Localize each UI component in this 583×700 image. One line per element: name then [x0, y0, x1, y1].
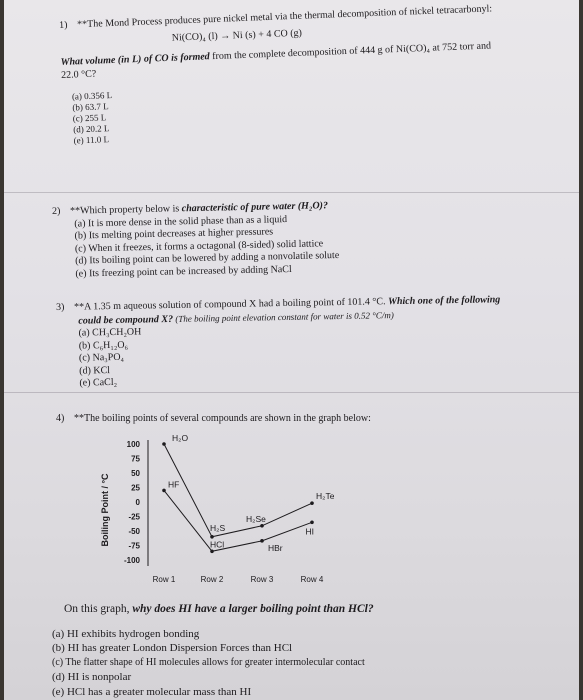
data-point [210, 535, 214, 539]
y-tick-label: -50 [128, 527, 140, 536]
data-label: H₂Te [316, 491, 334, 502]
data-label: HF [168, 479, 180, 490]
data-label: H₂Se [246, 513, 266, 524]
question-emphasis: could be compound X? [78, 313, 174, 327]
data-label: HCl [210, 539, 225, 550]
data-label: HBr [268, 542, 283, 553]
question-stem: **Which property below is [69, 203, 182, 217]
question-3 [56, 294, 502, 390]
data-point [162, 489, 166, 493]
y-tick-labels [124, 440, 141, 565]
answer-option[interactable]: (c) 255 L [72, 112, 107, 124]
answer-options [56, 320, 501, 390]
answer-option[interactable]: (c) The flatter shape of HI molecules allows for greater intermolecular contact [52, 656, 365, 668]
question-text: 22.0 °C? [60, 68, 97, 81]
question-emphasis: Which one of the following [387, 294, 501, 308]
x-tick-label: Row 3 [250, 575, 274, 584]
question-4 [56, 413, 371, 426]
answer-option[interactable]: (b) 63.7 L [72, 101, 109, 113]
x-tick-label: Row 1 [152, 575, 176, 584]
series-line [164, 444, 312, 537]
answer-option[interactable]: (d) HI is nonpolar [52, 671, 132, 683]
question-note: (The boiling point elevation constant for water is 0.52 °C/m) [172, 309, 394, 324]
page-fold [4, 192, 579, 193]
data-point [310, 521, 314, 525]
y-tick-label: -100 [123, 556, 140, 565]
answer-option[interactable]: (d) KCl [79, 364, 111, 377]
answer-options [62, 75, 497, 147]
data-point [162, 442, 166, 446]
answer-option[interactable]: (e) 11.0 L [73, 134, 110, 146]
answer-option[interactable]: (c) Na₃PO₄ [78, 351, 125, 364]
question-text: from the complete decomposition of 444 g of Ni(CO)₄ at 752 torr and [209, 40, 492, 63]
page-fold [4, 392, 579, 393]
data-label: HI [305, 526, 314, 537]
question-emphasis: What volume (in L) of CO is formed [60, 51, 210, 68]
answer-option[interactable]: (a) 0.356 L [71, 90, 113, 102]
data-label: H₂O [172, 433, 189, 443]
question-stem: **A 1.35 m aqueous solution of compound X had a boiling point of 101.4 °C. [73, 296, 389, 313]
data-point [310, 501, 314, 505]
question-number: 4) [56, 413, 65, 424]
data-point [210, 550, 214, 554]
series-line [164, 490, 312, 551]
y-tick-label: 50 [131, 469, 140, 478]
question-number: 2) [52, 205, 61, 217]
y-tick-label: -75 [128, 541, 140, 551]
answer-option[interactable]: (e) Its freezing point can be increased by adding NaCl [75, 263, 292, 280]
answer-option[interactable]: (b) C₆H₁₂O₆ [78, 339, 129, 352]
answer-option[interactable]: (b) HI has greater London Dispersion Forces than HCl [52, 642, 293, 654]
answer-option[interactable]: (d) 20.2 L [73, 123, 110, 135]
answer-option[interactable]: (a) HI exhibits hydrogen bonding [52, 627, 200, 640]
x-tick-label: Row 2 [200, 575, 224, 584]
question-emphasis: characteristic of pure water (H₂O)? [181, 200, 329, 215]
chart-series [162, 433, 334, 553]
question-number: 3) [56, 301, 65, 313]
answer-option[interactable]: (a) It is more dense in the solid phase than as a liquid [74, 213, 288, 230]
y-tick-label: 100 [126, 440, 140, 449]
question-2 [52, 200, 340, 281]
question-4-answers [52, 602, 374, 699]
answer-option[interactable]: (a) CH₃CH₂OH [78, 326, 142, 339]
worksheet-page [4, 0, 579, 700]
answer-option[interactable]: (e) CaCl₂ [79, 376, 118, 389]
x-tick-labels [153, 575, 324, 584]
y-tick-label: -25 [128, 512, 140, 522]
answer-options [52, 213, 339, 281]
question-text: On this graph, [64, 603, 133, 615]
data-label: H₂S [210, 522, 226, 533]
chemical-equation: Ni(CO)₄ (l) → Ni (s) + 4 CO (g) [171, 27, 303, 44]
answer-options [52, 627, 374, 700]
answer-option[interactable]: (c) When it freezes, it forms a octagonal (8-sided) solid lattice [74, 237, 324, 255]
x-tick-label: Row 4 [300, 575, 324, 584]
answer-option[interactable]: (e) HCl has a greater molecular mass than HI [52, 685, 252, 698]
question-number: 1) [59, 19, 68, 31]
y-axis-label: Boiling Point / °C [100, 473, 110, 547]
question-stem: **The Mond Process produces pure nickel metal via the thermal decomposition of nickel tetracarbonyl: [76, 3, 493, 31]
answer-option[interactable]: (b) Its melting point decreases at higher pressures [74, 226, 274, 242]
question-stem: **The boiling points of several compounds are shown in the graph below: [74, 413, 371, 424]
y-tick-label: 0 [135, 498, 140, 507]
data-point [260, 539, 264, 543]
boiling-point-chart [94, 430, 334, 590]
question-1 [59, 3, 497, 147]
y-tick-label: 75 [131, 454, 140, 464]
y-tick-label: 25 [131, 483, 140, 493]
data-point [260, 524, 264, 528]
question-emphasis: why does HI have a larger boiling point than HCl? [132, 603, 374, 615]
answer-option[interactable]: (d) Its boiling point can be lowered by adding a nonvolatile solute [75, 249, 340, 267]
